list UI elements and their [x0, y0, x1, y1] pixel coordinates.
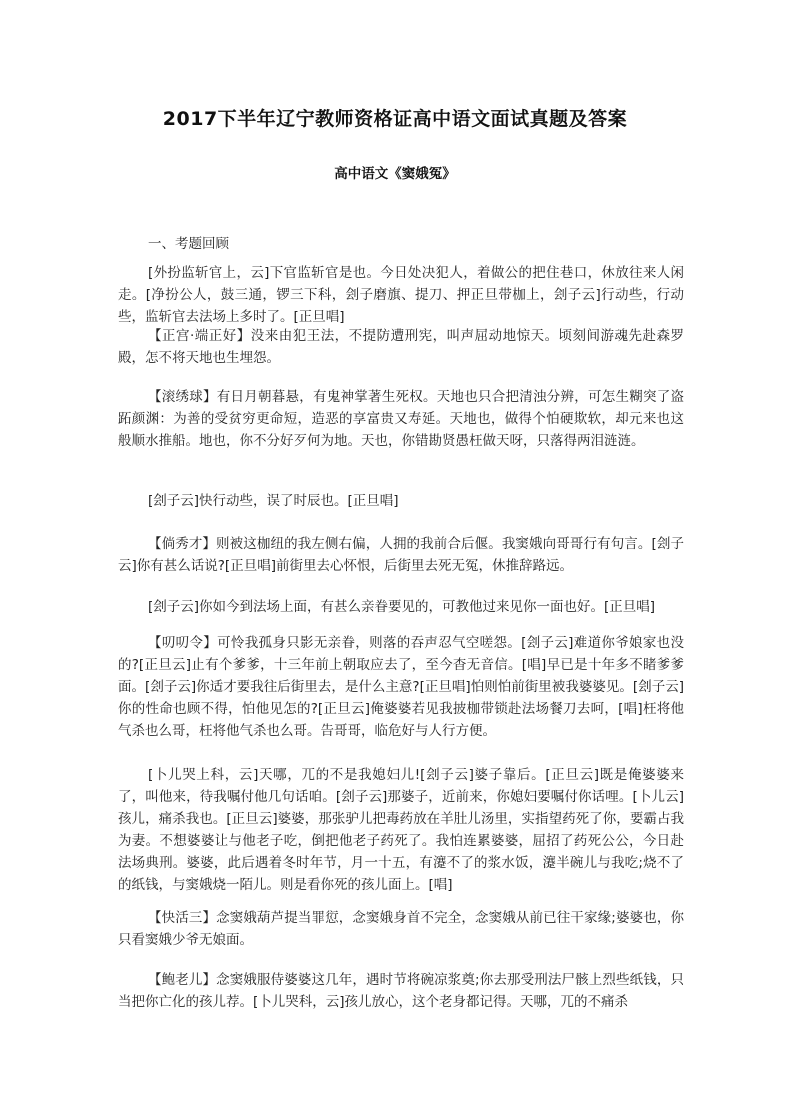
- paragraph: [外扮监斩官上，云]下官监斩官是也。今日处决犯人，着做公的把住巷口，休放往来人闲走。[净扮公人，鼓三通，锣三下科，刽子磨旗、提刀、押正旦带枷上，刽子云]行动些，行动些，监斩官去法场上多时了。[正旦唱]: [118, 265, 684, 325]
- paragraph: 【滚绣球】有日月朝暮悬，有鬼神掌著生死权。天地也只合把清浊分辨，可怎生糊突了盗跖颜渊：为善的受贫穷更命短，造恶的享富贵又寿延。天地也，做得个怕硬欺软，却元来也这般顺水推船。地也，你不分好歹何为地。天也，你错勘贤愚枉做天呀，只落得两泪涟涟。: [118, 389, 684, 449]
- paragraph: [刽子云]你如今到法场上面，有甚么亲眷要见的，可教他过来见你一面也好。[正旦唱]: [148, 599, 656, 615]
- paragraph: 【快活三】念窦娥葫芦提当罪愆，念窦娥身首不完全，念窦娥从前已往干家缘;婆婆也，你只看窦娥少爷无娘面。: [118, 910, 684, 948]
- document-subtitle: 高中语文《窦娥冤》: [334, 166, 456, 182]
- paragraph: [卜儿哭上科，云]天哪，兀的不是我媳妇儿![刽子云]婆子靠后。[正旦云]既是俺婆婆来了，叫他来，待我嘱付他几句话咱。[刽子云]那婆子，近前来，你媳妇要嘱付你话哩。[卜儿云]孩儿，痛杀我也。[正旦云]婆婆，那张驴儿把毒药放在羊肚儿汤里，实指望药死了你，要霸占我为妻。不想婆婆让与他老子吃，倒把他老子药死了。我怕连累婆婆，屈招了药死公公，今日赴法场典刑。婆婆，此后遇着冬时年节，月一十五，有瀽不了的浆水饭，瀽半碗儿与我吃;烧不了的纸钱，与窦娥烧一陌儿。则是看你死的孩儿面上。[唱]: [118, 767, 684, 893]
- paragraph: [刽子云]快行动些，误了时辰也。[正旦唱]: [148, 493, 399, 509]
- paragraph: 【正宫·端正好】没来由犯王法，不提防遭刑宪，叫声屈动地惊天。顷刻间游魂先赴森罗殿，怎不将天地也生埋怨。: [118, 328, 684, 366]
- document-title: 2017下半年辽宁教师资格证高中语文面试真题及答案: [162, 108, 628, 130]
- paragraph: 【鲍老儿】念窦娥服侍婆婆这几年，遇时节将碗凉浆奠;你去那受刑法尸骸上烈些纸钱，只当把你亡化的孩儿荐。[卜儿哭科，云]孩儿放心，这个老身都记得。天哪，兀的不痛杀: [118, 972, 684, 1010]
- paragraph: 【倘秀才】则被这枷纽的我左侧右偏，人拥的我前合后偃。我窦娥向哥哥行有句言。[刽子云]你有甚么话说?[正旦唱]前街里去心怀恨，后街里去死无冤，休推辞路远。: [118, 536, 684, 574]
- section-heading: 一、考题回顾: [148, 236, 229, 252]
- paragraph: 【叨叨令】可怜我孤身只影无亲眷，则落的吞声忍气空嗟怨。[刽子云]难道你爷娘家也没的?[正旦云]止有个爹爹，十三年前上朝取应去了，至今杳无音信。[唱]早已是十年多不睹爹爹面。[刽子云]你适才要我往后街里去，是什么主意?[正旦唱]怕则怕前街里被我婆婆见。[刽子云]你的性命也顾不得，怕他见怎的?[正旦云]俺婆婆若见我披枷带锁赴法场餐刀去呵，[唱]枉将他气杀也么哥，枉将他气杀也么哥。告哥哥，临危好与人行方便。: [118, 635, 684, 739]
